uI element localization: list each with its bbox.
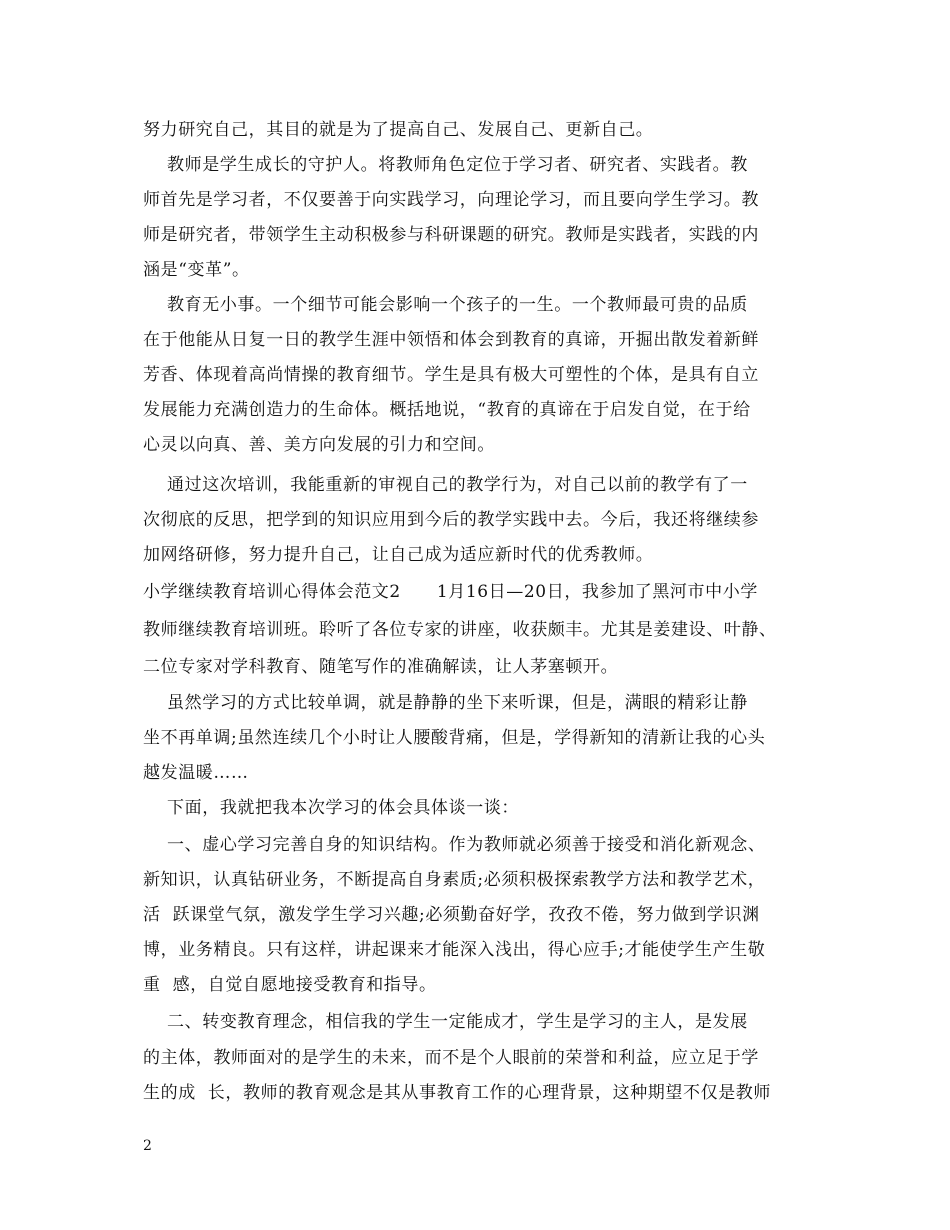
text-line: 的主体，教师面对的是学生的未来，而不是个人眼前的荣誉和利益，应立足于学: [143, 1048, 759, 1068]
text-line: 二、转变教育理念，相信我的学生一定能成才，学生是学习的主人，是发展: [143, 1012, 748, 1032]
text-line: 虽然学习的方式比较单调，就是静静的坐下来听课，但是，满眼的精彩让静: [143, 693, 748, 713]
text-line: 新知识，认真钻研业务，不断提高自身素质;必须积极探索教学方法和教学艺术，: [143, 870, 766, 890]
text-line: 师是研究者，带领学生主动积极参与科研课题的研究。教师是实践者，实践的内: [143, 225, 759, 245]
text-line: 通过这次培训，我能重新的审视自己的教学行为，对自己以前的教学有了一: [143, 475, 748, 495]
text-line: 生的成 长，教师的教育观念是其从事教育工作的心理背景，这种期望不仅是教师: [143, 1083, 772, 1103]
text-line: 教师是学生成长的守护人。将教师角色定位于学习者、研究者、实践者。教: [143, 155, 748, 175]
text-line: 博，业务精良。只有这样，讲起课来才能深入浅出，得心应手;才能使学生产生敬: [143, 940, 766, 960]
text-line: 越发温暖……: [143, 763, 249, 783]
text-line: 坐不再单调;虽然连续几个小时让人腰酸背痛，但是，学得新知的清新让我的心头: [143, 728, 766, 748]
text-line: 涵是“变革”。: [143, 260, 250, 280]
text-line: 在于他能从日复一日的教学生涯中领悟和体会到教育的真谛，开掘出散发着新鲜: [143, 330, 759, 350]
text-line: 重 感，自觉自愿地接受教育和指导。: [143, 975, 437, 995]
text-line: 次彻底的反思，把学到的知识应用到今后的教学实践中去。今后，我还将继续参: [143, 510, 759, 530]
text-line: 下面，我就把我本次学习的体会具体谈一谈：: [143, 798, 520, 818]
text-line: 小学继续教育培训心得体会范文2 1月16日—20日，我参加了黑河市中小学: [143, 582, 758, 602]
text-line: 发展能力充满创造力的生命体。概括地说，“教育的真谛在于启发自觉，在于给: [143, 400, 751, 420]
text-line: 二位专家对学科教育、随笔写作的准确解读，让人茅塞顿开。: [143, 657, 619, 677]
text-line: 一、虚心学习完善自身的知识结构。作为教师就必须善于接受和消化新观念、: [143, 835, 766, 855]
text-line: 芳香、体现着高尚情操的教育细节。学生是具有极大可塑性的个体，是具有自立: [143, 365, 759, 385]
text-line: 加网络研修，努力提升自己，让自己成为适应新时代的优秀教师。: [143, 545, 654, 565]
text-line: 心灵以向真、善、美方向发展的引力和空间。: [143, 435, 495, 455]
text-line: 教师继续教育培训班。聆听了各位专家的讲座，收获颇丰。尤其是姜建设、叶静、: [143, 620, 777, 640]
text-line: 师首先是学习者，不仅要善于向实践学习，向理论学习，而且要向学生学习。教: [143, 190, 759, 210]
text-line: 教育无小事。一个细节可能会影响一个孩子的一生。一个教师最可贵的品质: [143, 295, 748, 315]
text-line: 努力研究自己，其目的就是为了提高自己、发展自己、更新自己。: [143, 120, 654, 140]
text-line: 活 跃课堂气氛，激发学生学习兴趣;必须勤奋好学，孜孜不倦，努力做到学识渊: [143, 905, 760, 925]
page-number: 2: [143, 1138, 152, 1154]
